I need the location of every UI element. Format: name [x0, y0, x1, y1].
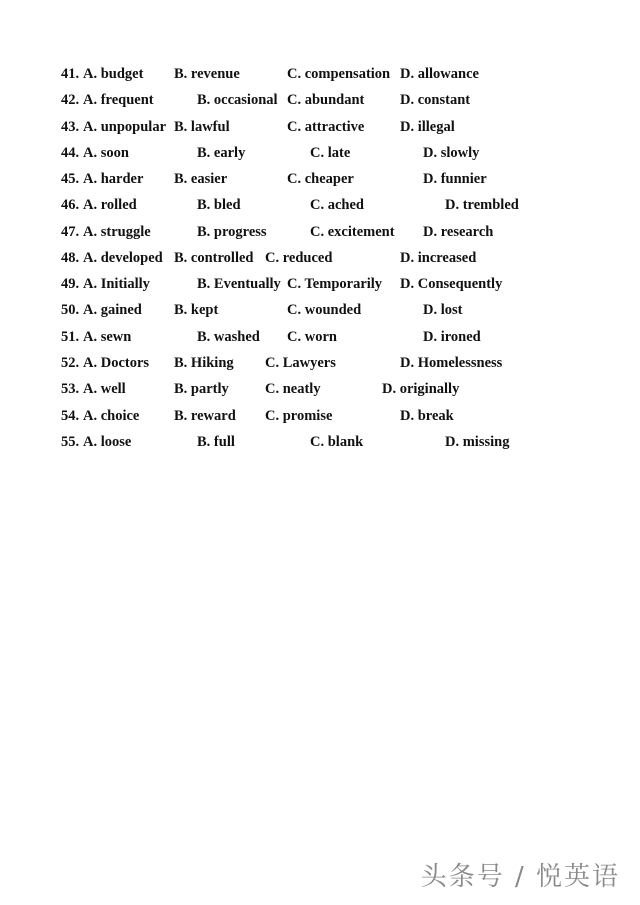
- question-52: [0, 353, 640, 373]
- option-c: C. attractive: [287, 119, 365, 135]
- question-number: 51.: [61, 329, 80, 345]
- question-number: 41.: [61, 66, 80, 82]
- option-a: A. unpopular: [83, 119, 167, 135]
- option-b: B. controlled: [174, 250, 254, 266]
- option-a: A. rolled: [83, 197, 137, 213]
- option-d: D. funnier: [423, 171, 487, 187]
- option-a: A. developed: [83, 250, 163, 266]
- option-a: A. loose: [83, 434, 132, 450]
- option-a: A. Initially: [83, 276, 150, 292]
- option-c: C. late: [310, 145, 351, 161]
- option-a: A. soon: [83, 145, 129, 161]
- question-number: 43.: [61, 119, 80, 135]
- option-c: C. Temporarily: [287, 276, 383, 292]
- option-b: B. lawful: [174, 119, 230, 135]
- option-a: A. gained: [83, 302, 142, 318]
- option-c: C. wounded: [287, 302, 362, 318]
- option-a: A. Doctors: [83, 355, 150, 371]
- option-a: A. budget: [83, 66, 144, 82]
- option-b: B. revenue: [174, 66, 240, 82]
- question-55: [0, 432, 640, 452]
- question-45: [0, 169, 640, 189]
- option-d: D. Homelessness: [400, 355, 503, 371]
- option-a: A. sewn: [83, 329, 132, 345]
- option-c: C. Lawyers: [265, 355, 336, 371]
- option-d: D. lost: [423, 302, 463, 318]
- question-number: 48.: [61, 250, 80, 266]
- question-number: 52.: [61, 355, 80, 371]
- option-b: B. kept: [174, 302, 219, 318]
- question-number: 55.: [61, 434, 80, 450]
- option-c: C. cheaper: [287, 171, 354, 187]
- option-d: D. break: [400, 408, 454, 424]
- option-d: D. Consequently: [400, 276, 503, 292]
- question-number: 46.: [61, 197, 80, 213]
- question-number: 53.: [61, 381, 80, 397]
- watermark: 头条号 / 悦英语: [420, 862, 620, 892]
- option-c: C. blank: [310, 434, 364, 450]
- option-b: B. bled: [197, 197, 241, 213]
- question-53: [0, 379, 640, 399]
- question-43: [0, 117, 640, 137]
- option-d: D. slowly: [423, 145, 480, 161]
- option-c: C. promise: [265, 408, 333, 424]
- question-47: [0, 222, 640, 242]
- option-b: B. reward: [174, 408, 236, 424]
- option-c: C. worn: [287, 329, 337, 345]
- question-44: [0, 143, 640, 163]
- question-number: 44.: [61, 145, 80, 161]
- option-b: B. full: [197, 434, 235, 450]
- question-number: 49.: [61, 276, 80, 292]
- option-b: B. occasional: [197, 92, 278, 108]
- option-d: D. research: [423, 224, 494, 240]
- option-c: C. neatly: [265, 381, 321, 397]
- question-50: [0, 300, 640, 320]
- question-number: 54.: [61, 408, 80, 424]
- option-d: D. missing: [445, 434, 510, 450]
- option-b: B. progress: [197, 224, 267, 240]
- option-b: B. washed: [197, 329, 260, 345]
- option-c: C. compensation: [287, 66, 391, 82]
- question-number: 47.: [61, 224, 80, 240]
- option-c: C. reduced: [265, 250, 333, 266]
- question-number: 42.: [61, 92, 80, 108]
- question-48: [0, 248, 640, 268]
- question-46: [0, 195, 640, 215]
- option-a: A. frequent: [83, 92, 154, 108]
- question-51: [0, 327, 640, 347]
- option-d: D. allowance: [400, 66, 479, 82]
- question-number: 50.: [61, 302, 80, 318]
- option-c: C. excitement: [310, 224, 395, 240]
- option-b: B. partly: [174, 381, 229, 397]
- option-c: C. ached: [310, 197, 364, 213]
- option-d: D. constant: [400, 92, 471, 108]
- question-49: [0, 274, 640, 294]
- option-d: D. illegal: [400, 119, 455, 135]
- option-a: A. harder: [83, 171, 144, 187]
- option-d: D. increased: [400, 250, 477, 266]
- option-b: B. early: [197, 145, 246, 161]
- option-a: A. well: [83, 381, 126, 397]
- option-b: B. easier: [174, 171, 228, 187]
- question-42: [0, 90, 640, 110]
- option-a: A. choice: [83, 408, 140, 424]
- question-54: [0, 406, 640, 426]
- question-41: [0, 64, 640, 84]
- option-d: D. originally: [382, 381, 460, 397]
- question-number: 45.: [61, 171, 80, 187]
- option-b: B. Hiking: [174, 355, 234, 371]
- option-d: D. ironed: [423, 329, 481, 345]
- option-d: D. trembled: [445, 197, 519, 213]
- option-c: C. abundant: [287, 92, 365, 108]
- option-a: A. struggle: [83, 224, 151, 240]
- option-b: B. Eventually: [197, 276, 281, 292]
